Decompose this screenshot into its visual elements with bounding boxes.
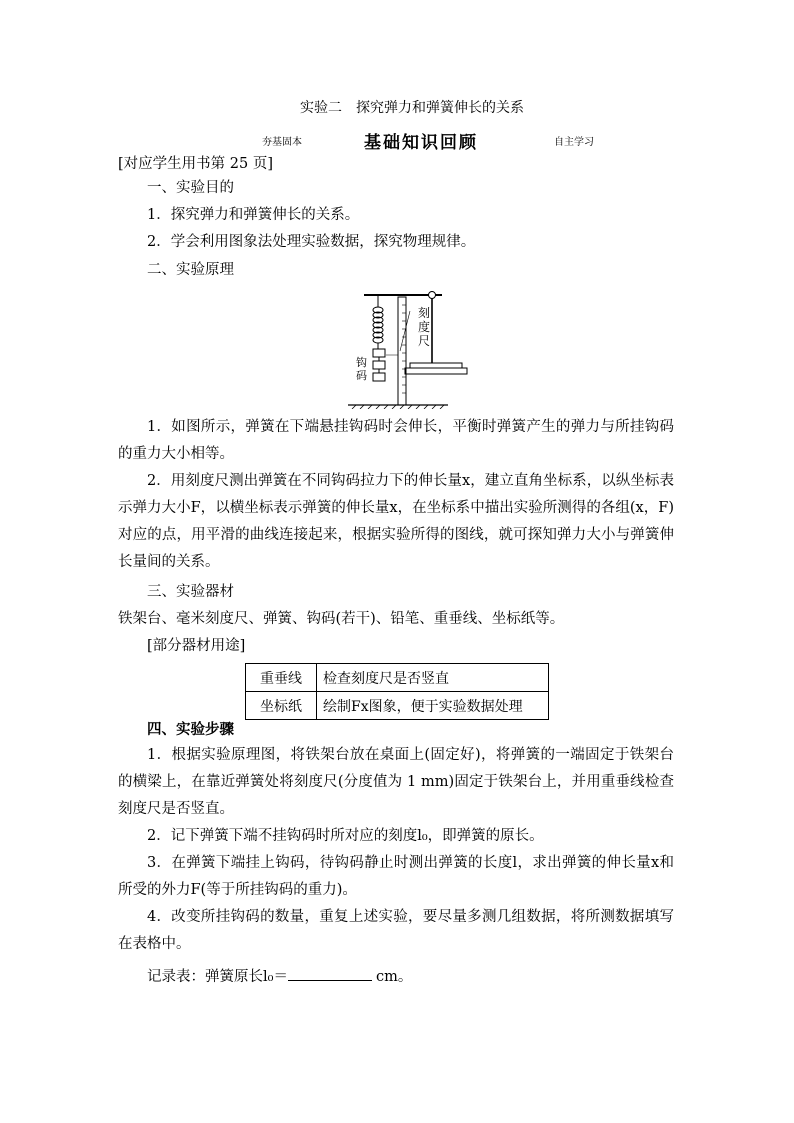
record-prefix: 记录表：弹簧原长l₀＝ [147,969,288,985]
apparatus-figure [348,285,468,409]
heading-purpose: 一、实验目的 [147,180,234,196]
equipment-usage-heading: [部分器材用途] [147,638,246,654]
step-paragraph-3: 3．在弹簧下端挂上钩码，待钩码静止时测出弹簧的长度l，求出弹簧的伸长量x和所受的外力F(等于所挂钩码的重力)。 [118,855,674,898]
weight-label: 钩码 [356,356,367,382]
table-row [246,692,549,720]
table-row [246,664,549,692]
step-paragraph-1: 1．根据实验原理图，将铁架台放在桌面上(固定好)，将弹簧的一端固定于铁架台的横梁上，在靠近弹簧处将刻度尺(分度值为 1 mm)固定于铁架台上，并用重垂线检查刻度尺是否竖直。 [118,747,674,817]
record-line [147,966,412,987]
record-unit: cm。 [375,969,413,985]
left-tag: 夯基固本 [262,137,302,148]
page-title: 实验二 探究弹力和弹簧伸长的关系 [300,100,524,116]
heading-steps: 四、实验步骤 [147,721,234,738]
step-paragraph-2: 2．记下弹簧下端不挂钩码时所对应的刻度l₀，即弹簧的原长。 [147,828,544,844]
section-banner: 基础知识回顾 [364,133,478,153]
step-paragraph-4: 4．改变所挂钩码的数量，重复上述实验，要尽量多测几组数据，将所测数据填写在表格中。 [118,909,674,952]
table-cell: 重垂线 [246,664,317,692]
fill-in-blank [288,966,372,981]
ruler-label: 刻度尺 [418,306,431,348]
table-cell: 绘制Fx图象，便于实验数据处理 [317,692,549,720]
purpose-item: 2．学会利用图象法处理实验数据，探究物理规律。 [147,234,476,250]
purpose-item: 1．探究弹力和弹簧伸长的关系。 [147,207,360,223]
equipment-usage-table [245,663,549,720]
table-cell: 检查刻度尺是否竖直 [317,664,549,692]
equipment-list: 铁架台、毫米刻度尺、弹簧、钩码(若干)、铅笔、重垂线、坐标纸等。 [118,611,565,627]
table-cell: 坐标纸 [246,692,317,720]
right-tag: 自主学习 [554,137,594,148]
book-reference: [对应学生用书第 25 页] [118,156,273,172]
heading-principle: 二、实验原理 [147,262,234,278]
principle-paragraph-1: 1．如图所示，弹簧在下端悬挂钩码时会伸长，平衡时弹簧产生的弹力与所挂钩码的重力大小相等。 [118,419,674,462]
heading-equipment: 三、实验器材 [147,584,234,600]
principle-paragraph-2: 2．用刻度尺测出弹簧在不同钩码拉力下的伸长量x，建立直角坐标系，以纵坐标表示弹力大小F，以横坐标表示弹簧的伸长量x，在坐标系中描出实验所测得的各组(x，F)对应的点，用平滑的曲线连接起来，根据实验所得的图线，就可探知弹力大小与弹簧伸长量间的关系。 [118,473,674,570]
